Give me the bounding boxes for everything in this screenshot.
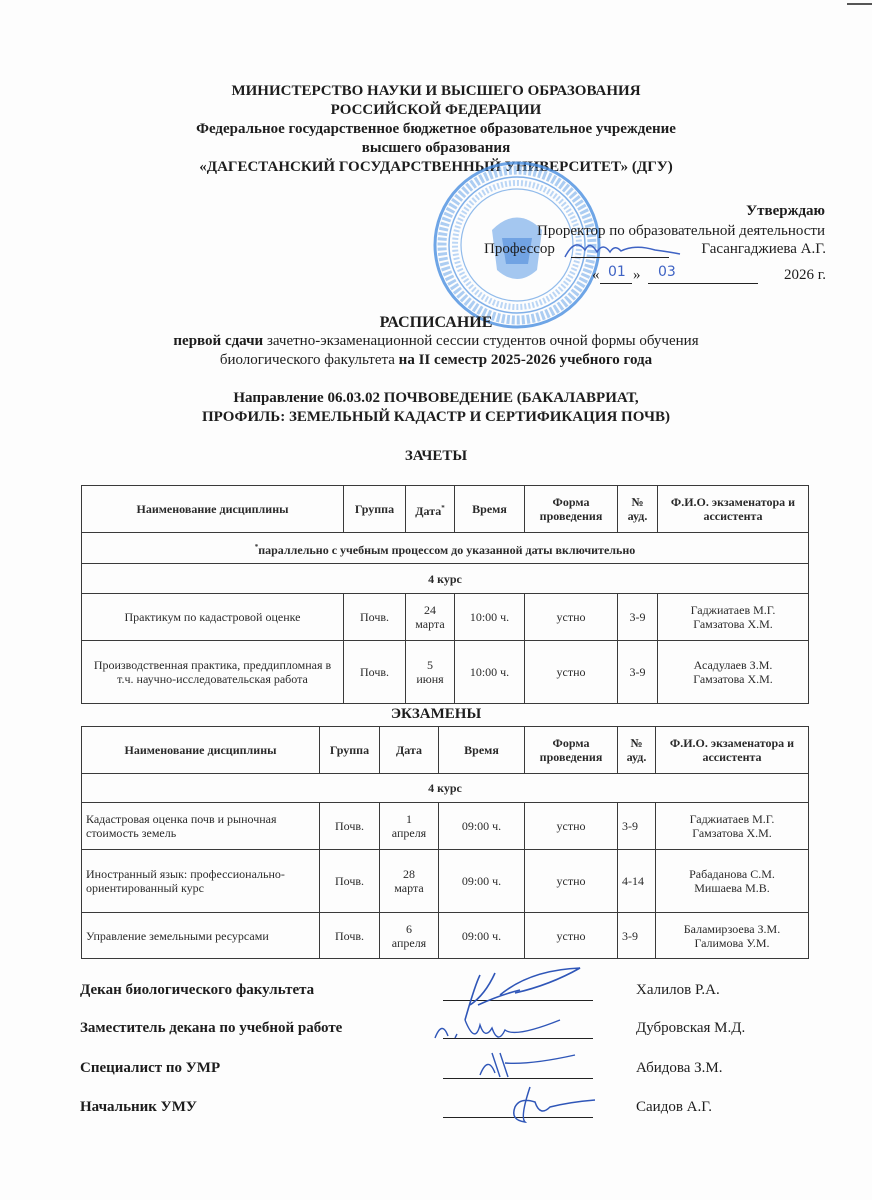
signature-name: Саидов А.Г. [636, 1099, 712, 1115]
exams-section-title: ЭКЗАМЕНЫ [390, 706, 482, 722]
subtitle-text-1: зачетно-экзаменационной сессии студентов очной формы обучения [263, 333, 699, 349]
room-cell: 3-9 [618, 641, 658, 704]
table-row [82, 641, 809, 704]
signature-title: Начальник УМУ [80, 1099, 197, 1115]
col-examiner: Ф.И.О. экзаменатора и ассистента [656, 727, 809, 774]
room-cell: 3-9 [618, 913, 656, 959]
credits-note [82, 533, 809, 564]
table-row [82, 913, 809, 959]
approval-rank: Профессор [484, 241, 555, 257]
table-row [82, 850, 809, 913]
subtitle-bold-2: на II семестр 2025-2026 учебного года [398, 352, 653, 368]
assistant: Гамзатова Х.М. [693, 672, 773, 686]
examiner-cell [658, 594, 809, 641]
room-cell: 3-9 [618, 594, 658, 641]
col-form: Форма проведения [525, 727, 618, 774]
date-quote-close: » [633, 267, 641, 283]
col-group: Группа [344, 486, 406, 533]
examiner: Асадулаев З.М. [693, 658, 773, 672]
direction-line-1: Направление 06.03.02 ПОЧВОВЕДЕНИЕ (БАКАЛАВРИАТ, [233, 390, 639, 406]
ministry-line-1: МИНИСТЕРСТВО НАУКИ И ВЫСШЕГО ОБРАЗОВАНИЯ [231, 83, 641, 99]
col-group: Группа [320, 727, 380, 774]
col-time: Время [439, 727, 525, 774]
date-cell [406, 594, 455, 641]
group-cell: Почв. [320, 850, 380, 913]
credits-note-row [82, 533, 809, 564]
date-month: марта [415, 617, 445, 631]
time-cell: 09:00 ч. [439, 913, 525, 959]
form-cell: устно [525, 850, 618, 913]
signature-name: Абидова З.М. [636, 1060, 723, 1076]
head-signature-icon [490, 1082, 600, 1127]
exams-course-row [82, 774, 809, 803]
deputy-signature-icon [430, 1010, 570, 1050]
col-room: № ауд. [618, 486, 658, 533]
date-cell [406, 641, 455, 704]
credits-section-title: ЗАЧЕТЫ [404, 448, 468, 464]
signature-title: Декан биологического факультета [80, 982, 315, 998]
month-line [648, 283, 758, 284]
examiner: Гаджиатаев М.Г. [689, 812, 775, 826]
signature-row-specialist [80, 1060, 800, 1082]
note-footnote-mark: * [254, 542, 259, 551]
subtitle-bold-1: первой сдачи [173, 333, 264, 349]
specialist-signature-icon [470, 1045, 580, 1080]
examiner-cell [656, 913, 809, 959]
date-day: 24 [424, 603, 436, 617]
credits-header-row [82, 486, 809, 533]
form-cell: устно [525, 803, 618, 850]
signature-title: Специалист по УМР [80, 1060, 221, 1076]
room-cell: 3-9 [618, 803, 656, 850]
exams-header-row [82, 727, 809, 774]
signature-name: Халилов Р.А. [636, 982, 720, 998]
col-date-label: Дата [415, 503, 442, 518]
col-date [406, 486, 455, 533]
footnote-mark: * [441, 503, 445, 512]
examiner-cell [656, 803, 809, 850]
approval-signature-icon [555, 232, 685, 262]
exams-course: 4 курс [82, 774, 809, 803]
group-cell: Почв. [344, 641, 406, 704]
group-cell: Почв. [320, 803, 380, 850]
group-cell: Почв. [344, 594, 406, 641]
subtitle-text-2: биологического факультета [219, 352, 399, 368]
assistant: Гамзатова Х.М. [692, 826, 772, 840]
time-cell: 09:00 ч. [439, 850, 525, 913]
approval-year: 2026 г. [784, 267, 826, 283]
signature-title: Заместитель декана по учебной работе [80, 1020, 343, 1036]
discipline-cell: Производственная практика, преддипломная в т.ч. научно-исследовательская работа [82, 641, 344, 704]
approval-day: 01 [608, 264, 626, 280]
date-cell [380, 913, 439, 959]
table-row [82, 803, 809, 850]
discipline-cell: Кадастровая оценка почв и рыночная стоимость земель [82, 803, 320, 850]
university-name: «ДАГЕСТАНСКИЙ ГОСУДАРСТВЕННЫЙ УНИВЕРСИТЕТ» (ДГУ) [199, 159, 673, 175]
form-cell: устно [525, 594, 618, 641]
day-line [600, 283, 632, 284]
date-day: 6 [406, 921, 412, 936]
col-examiner: Ф.И.О. экзаменатора и ассистента [658, 486, 809, 533]
date-month: апреля [391, 935, 427, 950]
approval-position: Проректор по образовательной деятельности [537, 223, 825, 239]
examiner: Рабаданова С.М. [689, 867, 775, 881]
table-row [82, 594, 809, 641]
group-cell: Почв. [320, 913, 380, 959]
col-time: Время [455, 486, 525, 533]
time-cell: 10:00 ч. [455, 641, 525, 704]
document-subtitle-line-1 [0, 332, 872, 351]
date-month: апреля [391, 826, 427, 840]
direction-line-2: ПРОФИЛЬ: ЗЕМЕЛЬНЫЙ КАДАСТР И СЕРТИФИКАЦИЯ ПОЧВ) [201, 409, 671, 425]
date-cell [380, 803, 439, 850]
examiner-cell [658, 641, 809, 704]
signature-name: Дубровская М.Д. [636, 1020, 746, 1036]
examiner: Гаджиатаев М.Г. [690, 603, 776, 617]
date-day: 1 [406, 812, 412, 826]
document-title: РАСПИСАНИЕ [379, 314, 493, 331]
date-quote-open: « [592, 267, 600, 283]
date-cell [380, 850, 439, 913]
approval-title: Утверждаю [746, 203, 825, 219]
approval-name: Гасангаджиева А.Г. [701, 241, 826, 257]
examiner: Баламирзоева З.М. [683, 921, 781, 936]
scan-edge-mark [847, 3, 872, 5]
discipline-cell: Иностранный язык: профессионально-ориентированный курс [82, 850, 320, 913]
credits-table [81, 485, 809, 704]
col-date: Дата [380, 727, 439, 774]
institution-line-1: Федеральное государственное бюджетное образовательное учреждение [196, 121, 676, 137]
ministry-line-2: РОССИЙСКОЙ ФЕДЕРАЦИИ [330, 102, 542, 118]
approval-date-row [592, 264, 826, 287]
institution-line-2: высшего образования [361, 140, 511, 156]
discipline-cell: Управление земельными ресурсами [82, 913, 320, 959]
col-form: Форма проведения [525, 486, 618, 533]
assistant: Галимова У.М. [694, 935, 770, 950]
assistant: Мишаева М.В. [694, 881, 770, 895]
assistant: Гамзатова Х.М. [693, 617, 773, 631]
date-month: марта [394, 881, 424, 895]
time-cell: 10:00 ч. [455, 594, 525, 641]
note-text: параллельно с учебным процессом до указанной даты включительно [258, 542, 636, 557]
credits-course: 4 курс [82, 564, 809, 594]
date-month: июня [416, 672, 444, 686]
signature-row-head-umu [80, 1099, 800, 1121]
col-discipline: Наименование дисциплины [82, 727, 320, 774]
discipline-cell: Практикум по кадастровой оценке [82, 594, 344, 641]
date-day: 5 [427, 658, 433, 672]
exams-table [81, 726, 809, 959]
form-cell: устно [525, 641, 618, 704]
form-cell: устно [525, 913, 618, 959]
col-room: № ауд. [618, 727, 656, 774]
credits-course-row [82, 564, 809, 594]
room-cell: 4-14 [618, 850, 656, 913]
date-day: 28 [403, 867, 415, 881]
examiner-cell [656, 850, 809, 913]
col-discipline: Наименование дисциплины [82, 486, 344, 533]
document-subtitle-line-2 [0, 351, 872, 370]
time-cell: 09:00 ч. [439, 803, 525, 850]
approval-month: 03 [658, 264, 676, 280]
